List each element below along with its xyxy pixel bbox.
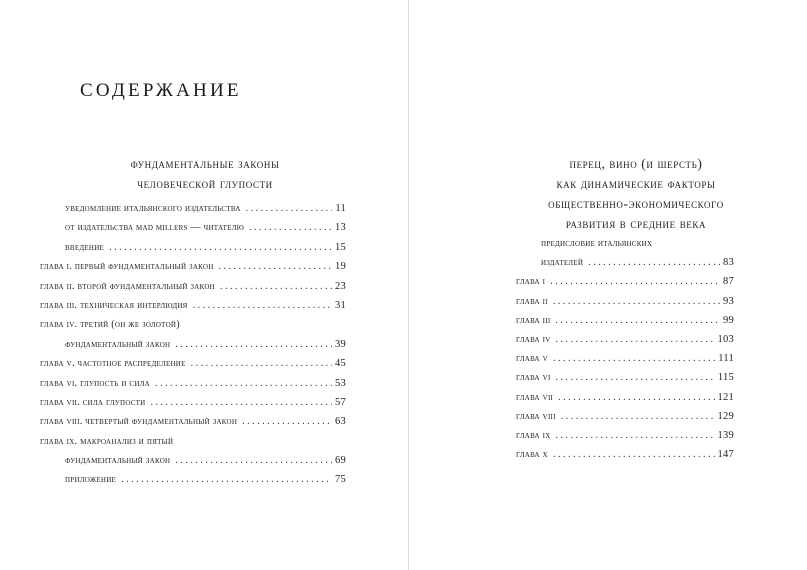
toc-entry-label: глава ix bbox=[516, 429, 551, 441]
toc-entry bbox=[516, 411, 734, 430]
toc-leader-dots bbox=[219, 261, 333, 272]
toc-entry-label: глава vii bbox=[516, 391, 554, 403]
toc-entry-label: глава vi bbox=[516, 372, 551, 384]
toc-page-number: 121 bbox=[717, 391, 734, 403]
toc-entry bbox=[516, 353, 734, 372]
toc-page-number: 31 bbox=[335, 299, 346, 311]
toc-entry bbox=[40, 416, 346, 435]
toc-leader-dots bbox=[555, 315, 720, 326]
toc-entry bbox=[516, 315, 734, 334]
toc-page-number: 83 bbox=[723, 257, 734, 269]
toc-entry-label: от издательства mad millers — читателю bbox=[65, 222, 245, 234]
toc-entry-label: глава ii bbox=[516, 295, 548, 307]
toc-entry-label: глава i. первый фундаментальный закон bbox=[40, 261, 214, 273]
toc-entry-label: глава v bbox=[516, 353, 548, 365]
toc-page-number: 63 bbox=[335, 416, 346, 428]
part-one-heading bbox=[40, 154, 370, 194]
toc-entry-label: глава vi. глупость и сила bbox=[40, 377, 150, 389]
toc-entry-label: глава vii. сила глупости bbox=[40, 396, 146, 408]
toc-page-number: 57 bbox=[335, 396, 346, 408]
part-two-heading bbox=[505, 154, 767, 234]
toc-page-number: 19 bbox=[335, 261, 346, 273]
toc-leader-dots bbox=[175, 339, 332, 350]
toc-page-number: 75 bbox=[335, 474, 346, 486]
left-toc-list bbox=[40, 203, 346, 494]
toc-leader-dots bbox=[249, 222, 332, 233]
right-toc-list bbox=[516, 238, 734, 468]
toc-entry bbox=[40, 378, 346, 397]
toc-entry-label: глава v. частотное распределение bbox=[40, 358, 186, 370]
toc-page-number: 93 bbox=[723, 295, 734, 307]
toc-entry-label: глава viii. четвертый фундаментальный закон bbox=[40, 416, 238, 428]
toc-entry bbox=[516, 238, 734, 257]
toc-leader-dots bbox=[220, 281, 332, 292]
toc-leader-dots bbox=[550, 276, 720, 287]
toc-leader-dots bbox=[556, 430, 715, 441]
toc-page-number: 69 bbox=[335, 455, 346, 467]
toc-entry bbox=[516, 392, 734, 411]
toc-leader-dots bbox=[175, 455, 332, 466]
toc-entry-label: фундаментальный закон bbox=[65, 455, 171, 467]
toc-entry-label: глава iv. третий (он же золотой) bbox=[40, 319, 180, 331]
toc-entry-label: глава ii. второй фундаментальный закон bbox=[40, 280, 215, 292]
toc-entry bbox=[40, 474, 346, 493]
toc-entry-label: глава x bbox=[516, 449, 548, 461]
toc-entry bbox=[516, 257, 734, 276]
toc-entry bbox=[40, 397, 346, 416]
toc-leader-dots bbox=[588, 257, 720, 268]
toc-leader-dots bbox=[246, 203, 333, 214]
toc-entry bbox=[40, 300, 346, 319]
toc-page-number: 147 bbox=[717, 449, 734, 461]
toc-entry-label: глава ix. макроанализ и пятый bbox=[40, 435, 174, 447]
toc-entry-label: издателей bbox=[541, 257, 584, 269]
toc-entry-label: глава iii bbox=[516, 314, 551, 326]
toc-entry bbox=[516, 372, 734, 391]
right-page bbox=[409, 0, 807, 570]
toc-entry bbox=[516, 334, 734, 353]
toc-entry bbox=[40, 319, 346, 338]
toc-page-number: 129 bbox=[717, 410, 734, 422]
toc-entry bbox=[516, 430, 734, 449]
toc-leader-dots bbox=[155, 378, 332, 389]
toc-entry bbox=[40, 281, 346, 300]
toc-entry bbox=[40, 242, 346, 261]
part-heading-line: развития в средние века bbox=[565, 216, 707, 231]
toc-leader-dots bbox=[556, 334, 715, 345]
toc-page-number: 87 bbox=[723, 276, 734, 288]
toc-entry bbox=[516, 296, 734, 315]
toc-entry-label: глава iv bbox=[516, 333, 551, 345]
toc-entry bbox=[40, 261, 346, 280]
toc-entry bbox=[40, 358, 346, 377]
toc-leader-dots bbox=[553, 449, 715, 460]
toc-entry-label: глава i bbox=[516, 276, 546, 288]
toc-leader-dots bbox=[556, 372, 715, 383]
toc-page-number: 23 bbox=[335, 280, 346, 292]
toc-leader-dots bbox=[558, 392, 714, 403]
toc-entry-label: фундаментальный закон bbox=[65, 338, 171, 350]
contents-title: содержание bbox=[80, 72, 242, 102]
toc-page-number: 11 bbox=[335, 203, 346, 214]
toc-page-number: 139 bbox=[717, 429, 734, 441]
toc-leader-dots bbox=[193, 300, 332, 311]
part-heading-line: общественно-экономического bbox=[548, 196, 724, 211]
toc-entry bbox=[40, 436, 346, 455]
toc-page-number: 103 bbox=[717, 333, 734, 345]
part-heading-line: фундаментальные законы bbox=[130, 156, 280, 171]
toc-entry-label: уведомление итальянского издательства bbox=[65, 203, 241, 214]
toc-entry-label: введение bbox=[65, 241, 105, 253]
part-heading-line: перец, вино (и шерсть) bbox=[569, 156, 703, 171]
toc-leader-dots bbox=[109, 242, 332, 253]
part-heading-line: как динамические факторы bbox=[556, 176, 716, 191]
toc-leader-dots bbox=[561, 411, 715, 422]
toc-leader-dots bbox=[191, 358, 332, 369]
toc-page-number: 15 bbox=[335, 241, 346, 253]
toc-leader-dots bbox=[150, 397, 332, 408]
toc-entry bbox=[40, 455, 346, 474]
toc-page-number: 111 bbox=[718, 353, 734, 365]
toc-entry bbox=[40, 203, 346, 222]
toc-page-number: 99 bbox=[723, 314, 734, 326]
toc-leader-dots bbox=[121, 474, 332, 485]
toc-leader-dots bbox=[242, 416, 332, 427]
toc-page-number: 53 bbox=[335, 377, 346, 389]
toc-page-number: 115 bbox=[717, 372, 734, 384]
toc-page-number: 39 bbox=[335, 338, 346, 350]
toc-entry bbox=[40, 339, 346, 358]
toc-entry bbox=[516, 449, 734, 468]
toc-entry-label: предисловие итальянских bbox=[541, 238, 653, 249]
toc-entry bbox=[40, 222, 346, 241]
toc-page-number: 45 bbox=[335, 358, 346, 370]
toc-page-number: 13 bbox=[335, 222, 346, 234]
part-heading-line: человеческой глупости bbox=[137, 176, 273, 191]
toc-leader-dots bbox=[553, 353, 715, 364]
toc-entry-label: глава iii. техническая интерлюдия bbox=[40, 299, 188, 311]
toc-entry-label: приложение bbox=[65, 474, 117, 486]
toc-entry-label: глава viii bbox=[516, 410, 556, 422]
toc-leader-dots bbox=[553, 296, 720, 307]
toc-entry bbox=[516, 276, 734, 295]
